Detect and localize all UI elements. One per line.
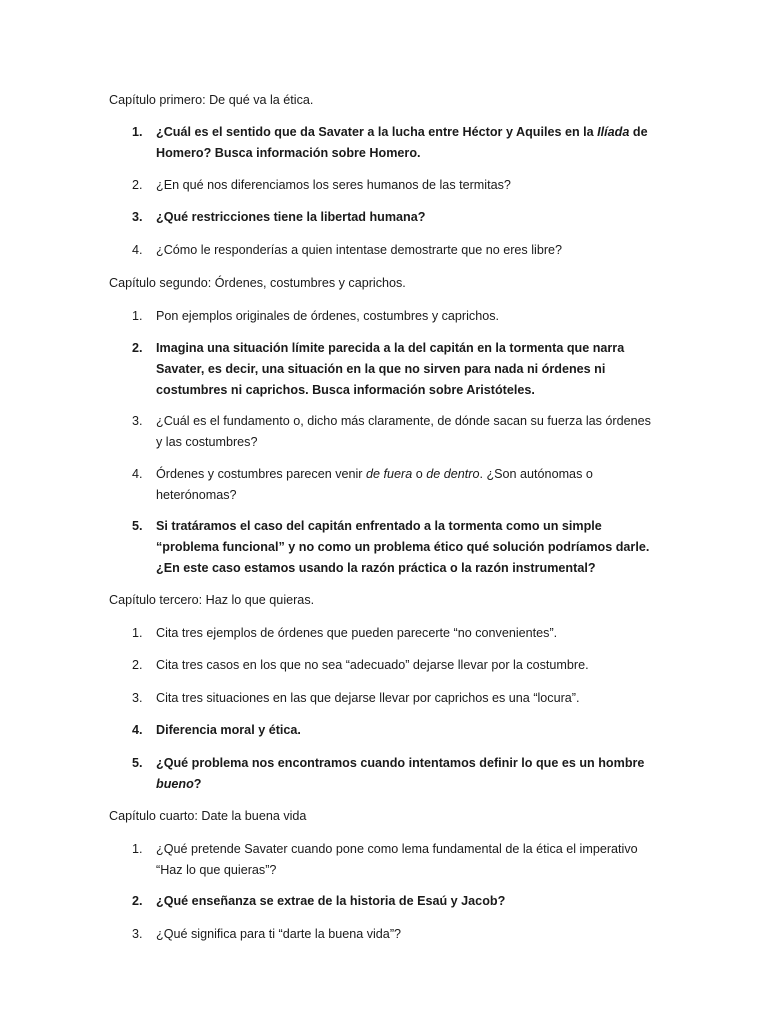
question-text: ¿Cuál es el fundamento o, dicho más claramente, de dónde sacan su fuerza las órdenes y las costumbres? [156,414,651,449]
question-text: Órdenes y costumbres parecen venir de fuera o de dentro. ¿Son autónomas o heterónomas? [156,467,593,502]
question-text: Cita tres casos en los que no sea “adecuado” dejarse llevar por la costumbre. [156,658,589,672]
question-text: Cita tres ejemplos de órdenes que pueden parecerte “no convenientes”. [156,626,558,640]
list-number: 2. [132,658,143,672]
question-text: ¿Qué significa para ti “darte la buena vida”? [156,927,402,941]
chapter-title: Capítulo tercero: Haz lo que quieras. [109,593,315,607]
question-text: ¿Qué restricciones tiene la libertad humana? [156,210,426,224]
list-number: 4. [132,243,143,257]
list-number: 3. [132,691,143,705]
list-number: 4. [132,723,143,737]
list-number: 2. [132,341,143,355]
question-text: Si tratáramos el caso del capitán enfrentado a la tormenta como un simple “problema funcional” y no como un problema ético qué solución podríamos darle. ¿En este caso estamos usando la razón práctica o la razón instrumental? [156,519,650,575]
list-number: 2. [132,894,143,908]
list-number: 4. [132,467,143,481]
question-text: ¿Cuál es el sentido que da Savater a la lucha entre Héctor y Aquiles en la Ilíada de Homero? Busca información sobre Homero. [156,125,648,160]
chapter-title: Capítulo segundo: Órdenes, costumbres y caprichos. [109,276,406,290]
list-number: 3. [132,927,143,941]
question-text: ¿Qué problema nos encontramos cuando intentamos definir lo que es un hombre bueno? [156,756,645,791]
question-text: ¿Qué pretende Savater cuando pone como lema fundamental de la ética el imperativo “Haz lo que quieras”? [156,842,638,877]
list-number: 3. [132,210,143,224]
question-text: ¿En qué nos diferenciamos los seres humanos de las termitas? [156,178,511,192]
list-number: 1. [132,626,143,640]
chapter-title: Capítulo primero: De qué va la ética. [109,93,314,107]
question-text: Imagina una situación límite parecida a la del capitán en la tormenta que narra Savater, es decir, una situación en la que no sirven para nada ni órdenes ni costumbres ni caprichos. Busca información sobre Aristóteles. [156,341,625,397]
question-text: ¿Qué enseñanza se extrae de la historia de Esaú y Jacob? [156,894,506,908]
list-number: 5. [132,519,143,533]
list-number: 1. [132,309,143,323]
list-number: 1. [132,842,143,856]
list-number: 2. [132,178,143,192]
question-text: ¿Cómo le responderías a quien intentase demostrarte que no eres libre? [156,243,563,257]
list-number: 3. [132,414,143,428]
list-number: 1. [132,125,143,139]
list-number: 5. [132,756,143,770]
chapter-title: Capítulo cuarto: Date la buena vida [109,809,307,823]
question-text: Pon ejemplos originales de órdenes, costumbres y caprichos. [156,309,500,323]
question-text: Cita tres situaciones en las que dejarse llevar por caprichos es una “locura”. [156,691,580,705]
question-text: Diferencia moral y ética. [156,723,301,737]
